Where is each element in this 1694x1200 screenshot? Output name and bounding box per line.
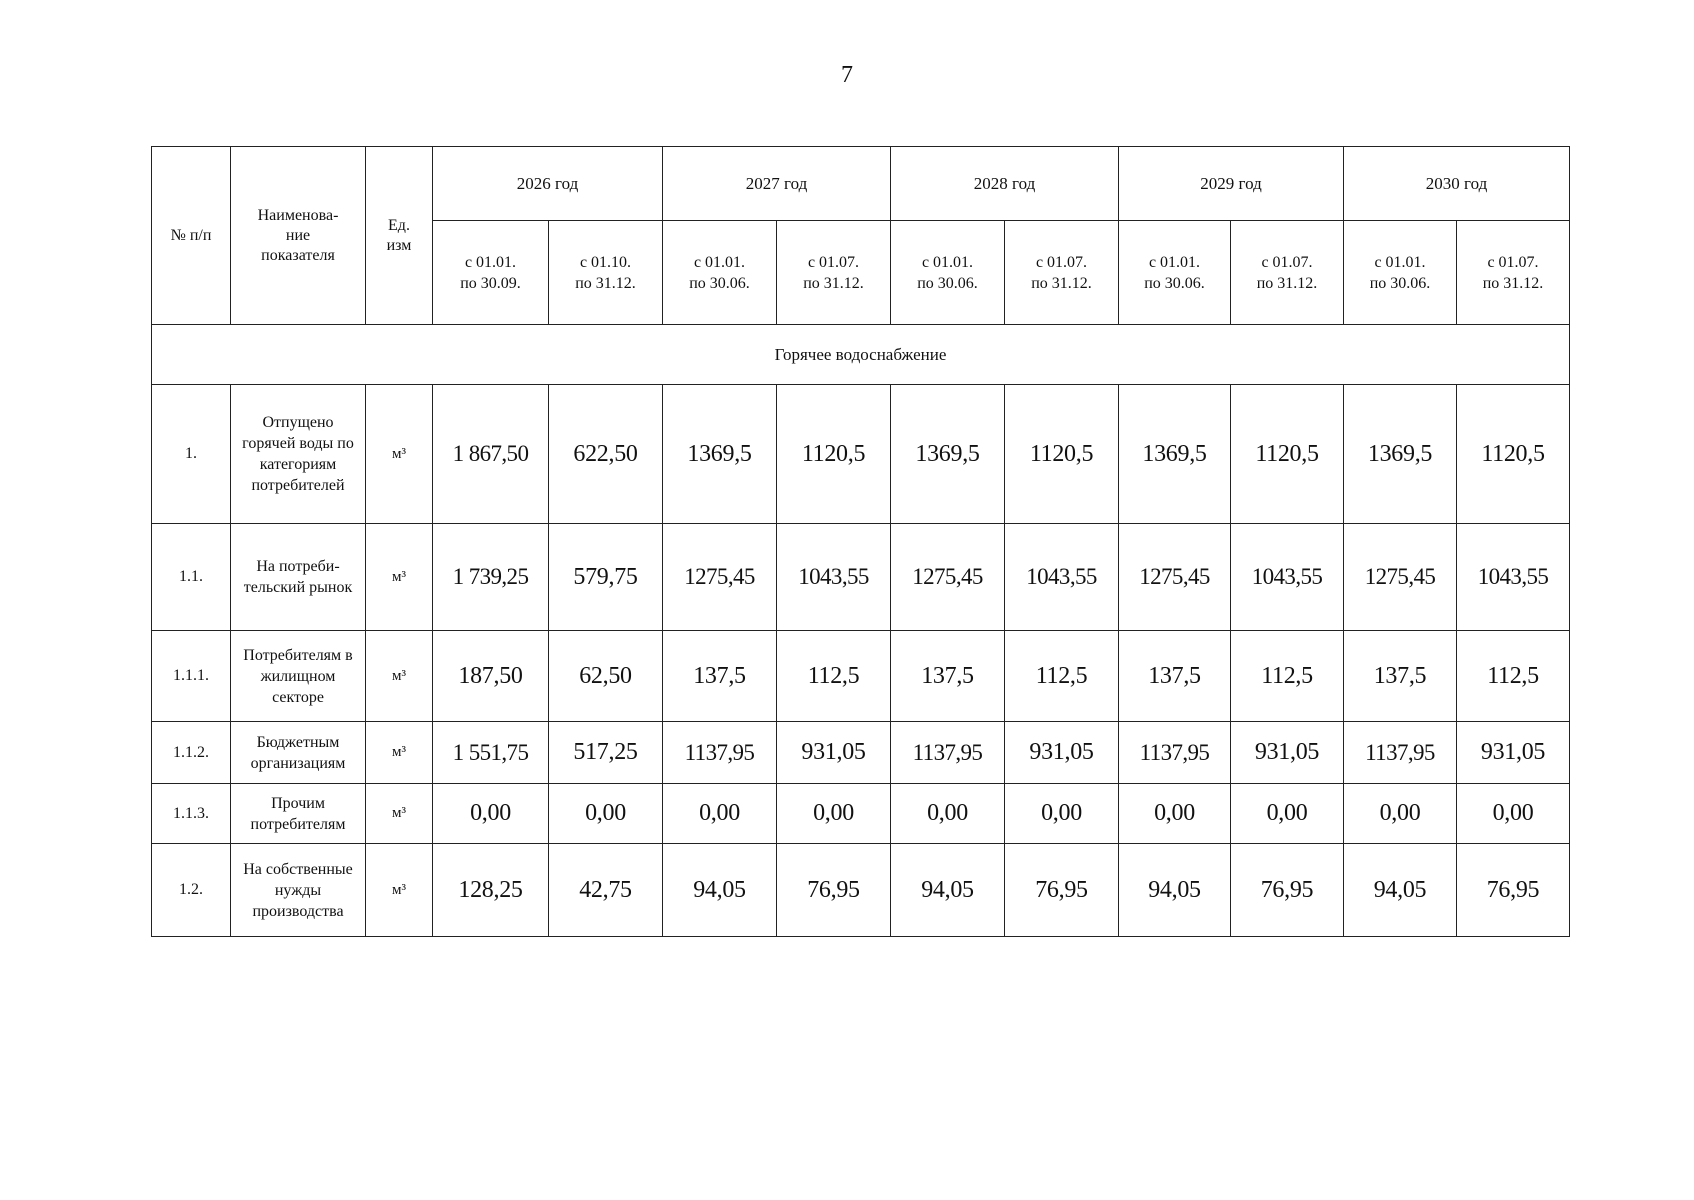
- row-unit: м³: [366, 722, 433, 784]
- row-indicator-name: Отпущено горячей воды по категориям потребителей: [231, 385, 366, 524]
- row-value: 0,00: [891, 784, 1005, 844]
- row-value: 1120,5: [777, 385, 891, 524]
- row-number: 1.2.: [152, 844, 231, 937]
- row-value: 0,00: [777, 784, 891, 844]
- year-header: 2026 год: [433, 147, 663, 221]
- period-header: с 01.01. по 30.09.: [433, 221, 549, 325]
- row-value: 187,50: [433, 631, 549, 722]
- row-value: 62,50: [549, 631, 663, 722]
- year-header: 2028 год: [891, 147, 1119, 221]
- row-value: 112,5: [1457, 631, 1570, 722]
- row-value: 0,00: [1005, 784, 1119, 844]
- row-number: 1.: [152, 385, 231, 524]
- table-row: [152, 844, 1570, 937]
- row-value: 0,00: [433, 784, 549, 844]
- row-value: 1120,5: [1231, 385, 1344, 524]
- row-value: 0,00: [1344, 784, 1457, 844]
- table-row: [152, 722, 1570, 784]
- row-value: 1 551,75: [433, 722, 549, 784]
- row-value: 931,05: [1457, 722, 1570, 784]
- table-row: [152, 385, 1570, 524]
- table-row: [152, 631, 1570, 722]
- period-header: с 01.07. по 31.12.: [1231, 221, 1344, 325]
- row-value: 0,00: [549, 784, 663, 844]
- table-row: [152, 784, 1570, 844]
- row-value: 128,25: [433, 844, 549, 937]
- row-value: 76,95: [1005, 844, 1119, 937]
- row-unit: м³: [366, 524, 433, 631]
- table-row: [152, 524, 1570, 631]
- row-value: 112,5: [1231, 631, 1344, 722]
- row-value: 94,05: [663, 844, 777, 937]
- row-value: 1043,55: [1231, 524, 1344, 631]
- row-value: 137,5: [1344, 631, 1457, 722]
- row-value: 1369,5: [891, 385, 1005, 524]
- period-header: с 01.01. по 30.06.: [1344, 221, 1457, 325]
- col-header-name: Наименова- ние показателя: [231, 147, 366, 325]
- row-value: 0,00: [1231, 784, 1344, 844]
- row-value: 0,00: [1119, 784, 1231, 844]
- row-value: 1275,45: [1344, 524, 1457, 631]
- row-unit: м³: [366, 844, 433, 937]
- period-header: с 01.10. по 31.12.: [549, 221, 663, 325]
- row-value: 112,5: [1005, 631, 1119, 722]
- row-value: 0,00: [663, 784, 777, 844]
- row-value: 931,05: [777, 722, 891, 784]
- row-value: 1137,95: [891, 722, 1005, 784]
- header-row-years: [152, 147, 1570, 221]
- row-number: 1.1.1.: [152, 631, 231, 722]
- row-indicator-name: Прочим потребителям: [231, 784, 366, 844]
- row-value: 931,05: [1231, 722, 1344, 784]
- row-value: 1369,5: [1344, 385, 1457, 524]
- row-value: 1043,55: [1005, 524, 1119, 631]
- year-header: 2030 год: [1344, 147, 1570, 221]
- period-header: с 01.01. по 30.06.: [1119, 221, 1231, 325]
- row-value: 1137,95: [1344, 722, 1457, 784]
- row-value: 1043,55: [777, 524, 891, 631]
- row-value: 76,95: [1231, 844, 1344, 937]
- row-value: 1275,45: [891, 524, 1005, 631]
- row-value: 1 739,25: [433, 524, 549, 631]
- row-unit: м³: [366, 631, 433, 722]
- row-value: 137,5: [1119, 631, 1231, 722]
- col-header-unit: Ед. изм: [366, 147, 433, 325]
- row-value: 1137,95: [1119, 722, 1231, 784]
- row-value: 0,00: [1457, 784, 1570, 844]
- period-header: с 01.07. по 31.12.: [1457, 221, 1570, 325]
- row-indicator-name: На собственные нужды производства: [231, 844, 366, 937]
- row-indicator-name: Потребителям в жилищном секторе: [231, 631, 366, 722]
- period-header: с 01.01. по 30.06.: [663, 221, 777, 325]
- row-value: 94,05: [1344, 844, 1457, 937]
- row-value: 517,25: [549, 722, 663, 784]
- row-value: 112,5: [777, 631, 891, 722]
- row-unit: м³: [366, 784, 433, 844]
- hot-water-table: [151, 146, 1570, 937]
- row-value: 137,5: [891, 631, 1005, 722]
- row-value: 1275,45: [1119, 524, 1231, 631]
- row-value: 42,75: [549, 844, 663, 937]
- row-value: 94,05: [891, 844, 1005, 937]
- row-number: 1.1.2.: [152, 722, 231, 784]
- row-unit: м³: [366, 385, 433, 524]
- section-row: [152, 325, 1570, 385]
- row-number: 1.1.: [152, 524, 231, 631]
- row-value: 579,75: [549, 524, 663, 631]
- period-header: с 01.07. по 31.12.: [1005, 221, 1119, 325]
- period-header: с 01.07. по 31.12.: [777, 221, 891, 325]
- row-value: 1369,5: [1119, 385, 1231, 524]
- row-value: 137,5: [663, 631, 777, 722]
- row-value: 94,05: [1119, 844, 1231, 937]
- row-number: 1.1.3.: [152, 784, 231, 844]
- row-value: 1120,5: [1005, 385, 1119, 524]
- section-title: Горячее водоснабжение: [152, 325, 1570, 385]
- row-value: 622,50: [549, 385, 663, 524]
- row-value: 1369,5: [663, 385, 777, 524]
- year-header: 2029 год: [1119, 147, 1344, 221]
- row-value: 1137,95: [663, 722, 777, 784]
- page-number: 7: [841, 62, 853, 88]
- row-value: 1 867,50: [433, 385, 549, 524]
- col-header-num: № п/п: [152, 147, 231, 325]
- period-header: с 01.01. по 30.06.: [891, 221, 1005, 325]
- row-value: 76,95: [1457, 844, 1570, 937]
- row-value: 76,95: [777, 844, 891, 937]
- row-value: 931,05: [1005, 722, 1119, 784]
- row-value: 1043,55: [1457, 524, 1570, 631]
- row-value: 1275,45: [663, 524, 777, 631]
- year-header: 2027 год: [663, 147, 891, 221]
- row-indicator-name: Бюджетным организациям: [231, 722, 366, 784]
- row-value: 1120,5: [1457, 385, 1570, 524]
- row-indicator-name: На потреби- тельский рынок: [231, 524, 366, 631]
